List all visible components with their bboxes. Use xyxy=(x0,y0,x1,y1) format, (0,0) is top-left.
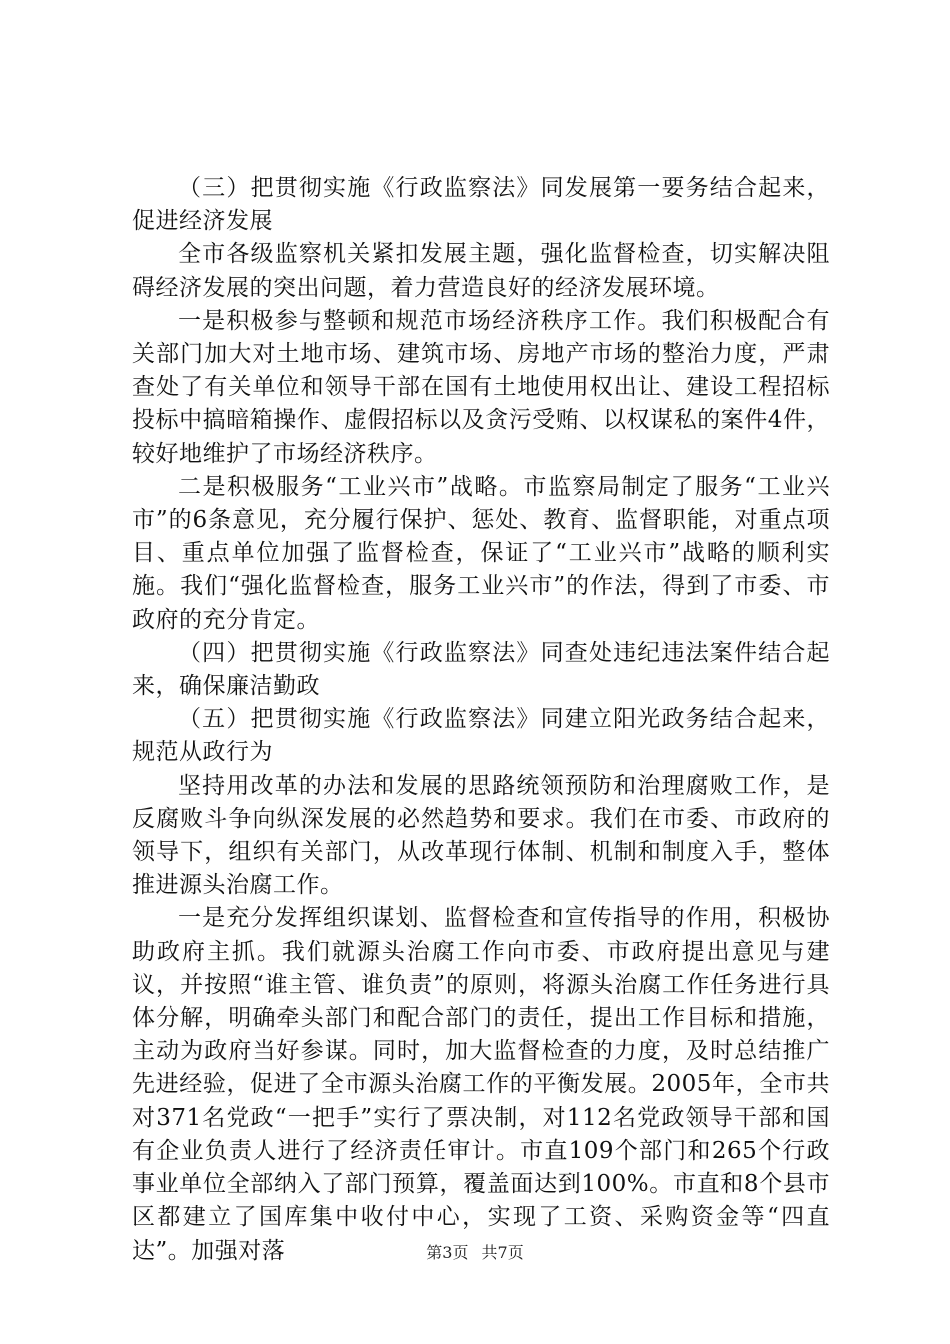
section-heading-5: （五）把贯彻实施《行政监察法》同建立阳光政务结合起来，规范从政行为 xyxy=(132,706,830,766)
paragraph: 二是积极服务“工业兴市”战略。市监察局制定了服务“工业兴市”的6条意见，充分履行保护、惩处、教育、监督职能，对重点项目、重点单位加强了监督检查，保证了“工业兴市”战略的顺利实施。我们“强化监督检查，服务工业兴市”的作法，得到了市委、市政府的充分肯定。 xyxy=(132,473,830,633)
section-heading-3: （三）把贯彻实施《行政监察法》同发展第一要务结合起来，促进经济发展 xyxy=(132,175,830,235)
page-number: 第3页 xyxy=(426,1243,469,1262)
document-body xyxy=(132,172,830,1268)
paragraph: 一是积极参与整顿和规范市场经济秩序工作。我们积极配合有关部门加大对土地市场、建筑市场、房地产市场的整治力度，严肃查处了有关单位和领导干部在国有土地使用权出让、建设工程招标投标中搞暗箱操作、虚假招标以及贪污受贿、以权谋私的案件4件，较好地维护了市场经济秩序。 xyxy=(132,307,830,467)
page-total: 共7页 xyxy=(481,1243,524,1262)
section-heading-4: （四）把贯彻实施《行政监察法》同查处违纪违法案件结合起来，确保廉洁勤政 xyxy=(132,639,830,700)
paragraph: 一是充分发挥组织谋划、监督检查和宣传指导的作用，积极协助政府主抓。我们就源头治腐工作向市委、市政府提出意见与建议，并按照“谁主管、谁负责”的原则，将源头治腐工作任务进行具体分解，明确牵头部门和配合部门的责任，提出工作目标和措施，主动为政府当好参谋。同时，加大监督检查的力度，及时总结推广先进经验，促进了全市源头治腐工作的平衡发展。2005年，全市共对371名党政“一把手”实行了票决制，对112名党政领导干部和国有企业负责人进行了经济责任审计。市直109个部门和265个行政事业单位全部纳入了部门预算，覆盖面达到100%。市直和8个县市区都建立了国库集中收付中心，实现了工资、采购资金等“四直达”。加强对落 xyxy=(132,905,830,1264)
paragraph: 坚持用改革的办法和发展的思路统领预防和治理腐败工作，是反腐败斗争向纵深发展的必然趋势和要求。我们在市委、市政府的领导下，组织有关部门，从改革现行体制、机制和制度入手，整体推进源头治腐工作。 xyxy=(132,772,830,899)
paragraph: 全市各级监察机关紧扣发展主题，强化监督检查，切实解决阻碍经济发展的突出问题，着力营造良好的经济发展环境。 xyxy=(132,241,830,301)
page-footer xyxy=(0,1243,950,1263)
